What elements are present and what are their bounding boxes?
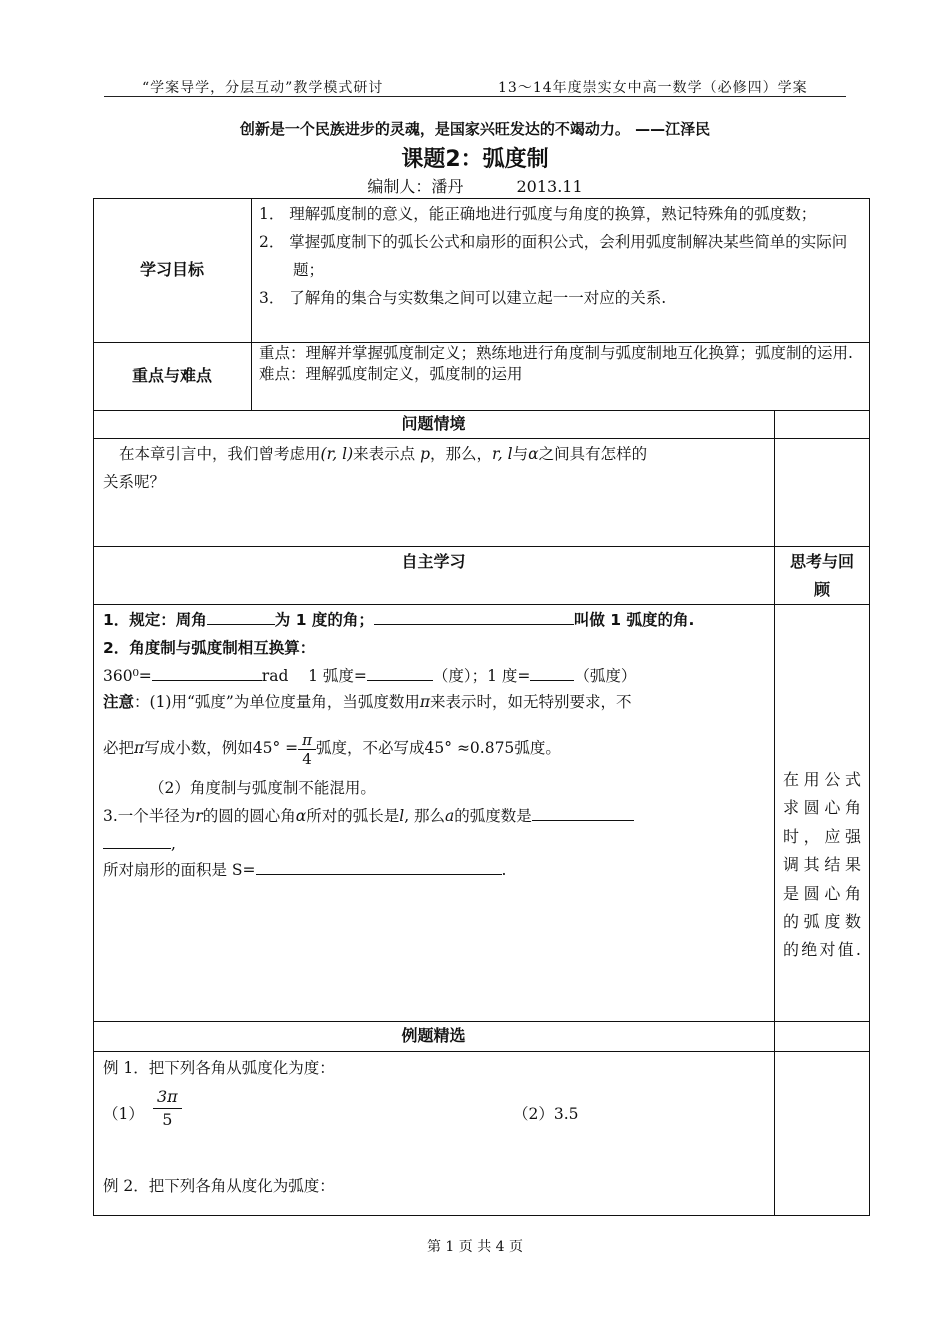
author: 编制人：潘丹: [367, 177, 464, 196]
rule-3b: rad: [261, 667, 289, 685]
blank-field[interactable]: [374, 606, 574, 625]
self-study-content: [103, 606, 771, 882]
var-l: l: [399, 807, 405, 825]
situation-pt: p: [420, 445, 431, 463]
var-r: r: [195, 807, 203, 825]
blank-field[interactable]: [532, 802, 634, 821]
deg-45: 45°: [252, 739, 281, 757]
note-2b: 写成小数，例如: [144, 739, 253, 757]
blank-field[interactable]: [256, 856, 502, 875]
think-label: 思考与回顾: [789, 552, 854, 599]
table-divider: [774, 410, 775, 1216]
blank-field[interactable]: [367, 662, 433, 681]
header-left: “学案导学，分层互动”教学模式研讨: [142, 80, 384, 96]
q4a: 所对扇形的面积是 S=: [103, 861, 256, 879]
situation-p3: ，那么，: [430, 445, 493, 463]
page-title: 课题2：弧度制: [401, 147, 549, 172]
goal-item: 1． 理解弧度制的意义，能正确地进行弧度与角度的换算，熟记特殊角的弧度数；: [259, 205, 817, 223]
q3f: ,: [171, 835, 176, 853]
situation-label: 问题情境: [401, 414, 466, 433]
rule-3d: （度）；1 度=: [432, 667, 531, 685]
key-zhong: 重点：理解并掌握弧度制定义；熟练地进行角度制与弧度制地互化换算；弧度制的运用.: [259, 344, 853, 362]
rule-3a: 360⁰=: [103, 667, 152, 685]
var-a: a: [445, 807, 455, 825]
situation-vars: r, l: [492, 445, 513, 463]
side-note: 在用公式求圆心角时，应强调其结果是圆心角的弧度数的绝对值.: [783, 770, 861, 960]
situation-alpha: α: [528, 445, 539, 463]
situation-p1: 在本章引言中，我们曾考虑用: [119, 445, 321, 463]
note-1b: 来表示时，如无特别要求，不: [430, 693, 632, 711]
fraction-3pi-5: $\frac{3\pi}{5}$: [153, 1086, 182, 1131]
note-label: 注意: [103, 693, 135, 711]
situation-rl: (r, l): [320, 445, 354, 463]
note-2a: 必把: [103, 739, 135, 757]
pi-symbol: π: [134, 739, 145, 757]
situation-p6: 关系呢？: [103, 473, 166, 491]
examples-content: [103, 1054, 771, 1200]
fraction-pi-4: $\frac{\pi}{4}$: [298, 731, 316, 768]
deg-45: 45°: [424, 739, 452, 757]
q3e: 的弧度数是: [454, 807, 532, 825]
header-right: 13～14年度崇实女中高一数学（必修四）学案: [498, 80, 808, 96]
rule-2: 2．角度制与弧度制相互换算：: [103, 639, 316, 657]
key-label: 重点与难点: [131, 366, 212, 385]
blank-field[interactable]: [207, 606, 275, 625]
worksheet-table: [93, 198, 870, 1216]
q3d: , 那么: [404, 807, 446, 825]
table-divider: [93, 546, 870, 547]
goals-list: [259, 200, 863, 312]
table-divider: [93, 604, 870, 605]
blank-field[interactable]: [152, 662, 262, 681]
q3c: 所对的弧长是: [306, 807, 400, 825]
self-study-label: 自主学习: [401, 552, 466, 571]
situation-p4: 与: [512, 445, 529, 463]
goal-item: 2． 掌握弧度制下的弧长公式和扇形的面积公式，会利用弧度制解决某些简单的实际问题；: [259, 233, 848, 279]
table-border: [93, 198, 870, 199]
table-divider: [93, 438, 870, 439]
rule-3c: 1 弧度=: [308, 667, 367, 685]
table-border: [93, 198, 94, 1216]
quote: 创新是一个民族进步的灵魂，是国家兴旺发达的不竭动力。 ——江泽民: [239, 120, 711, 138]
var-alpha: α: [295, 807, 307, 825]
example-1-part-1: （1）: [103, 1105, 144, 1123]
table-border: [869, 198, 870, 1216]
rule-3e: （弧度）: [574, 667, 637, 685]
blank-field[interactable]: [530, 662, 574, 681]
example-1: 例 1．把下列各角从弧度化为度：: [103, 1059, 335, 1077]
example-1-part-2: （2）3.5: [513, 1105, 579, 1123]
situation-p5: 之间具有怎样的: [538, 445, 648, 463]
blank-field[interactable]: [103, 830, 171, 849]
example-2: 例 2．把下列各角从度化为弧度：: [103, 1177, 335, 1195]
table-border: [93, 1215, 870, 1216]
rule-1b: 为 1 度的角；: [274, 611, 374, 629]
situation-text: [103, 440, 768, 496]
date: 2013.11: [516, 177, 583, 196]
page-footer: 第 1 页 共 4 页: [426, 1239, 524, 1255]
rule-1a: 1．规定：周角: [103, 611, 207, 629]
examples-label: 例题精选: [401, 1026, 466, 1045]
page-header: [104, 76, 846, 97]
key-nan: 难点：理解弧度制定义，弧度制的运用: [259, 365, 523, 383]
rule-1c: 叫做 1 弧度的角.: [573, 611, 695, 629]
author-line: [0, 174, 950, 197]
goal-item: 3． 了解角的集合与实数集之间可以建立起一一对应的关系.: [259, 289, 667, 307]
table-divider: [93, 1051, 870, 1052]
equals: =: [285, 739, 299, 757]
situation-p2: 来表示点: [353, 445, 416, 463]
pi-symbol: π: [419, 693, 431, 711]
q4b: .: [501, 861, 507, 879]
note-1a: ：(1)用“弧度”为单位度量角，当弧度数用: [134, 693, 420, 711]
goals-label: 学习目标: [139, 260, 204, 279]
q3b: 的圆的圆心角: [202, 807, 296, 825]
approx-value: ≈0.875: [456, 739, 515, 757]
key-content: [259, 343, 865, 385]
note-2c: 弧度，不必写成: [316, 739, 425, 757]
q3a: 3.一个半径为: [103, 807, 196, 825]
note-3: （2）角度制与弧度制不能混用。: [149, 779, 376, 797]
note-2d: 弧度。: [514, 739, 561, 757]
table-divider: [251, 198, 252, 410]
